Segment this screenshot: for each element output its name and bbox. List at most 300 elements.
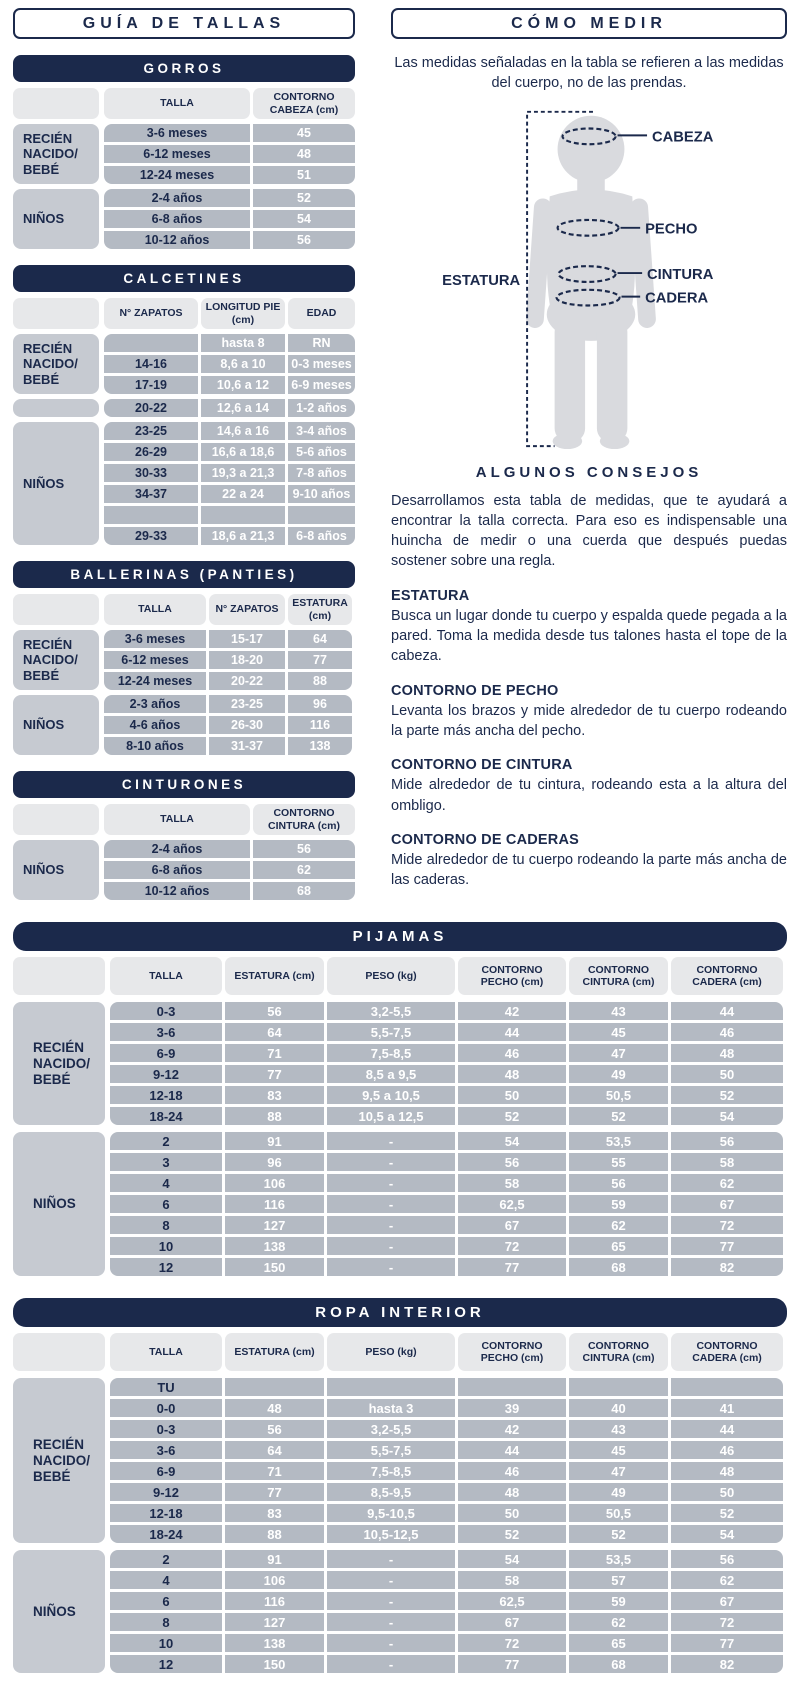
- row-group-data: [110, 1550, 783, 1673]
- table-cell: 44: [671, 1002, 783, 1020]
- table-cell: 15-17: [209, 630, 285, 648]
- table-cell: [104, 506, 198, 524]
- table-cell: 6-8 años: [288, 527, 355, 545]
- table-cell: 88: [288, 672, 352, 690]
- top-area: [13, 8, 787, 900]
- table-cell: 50: [458, 1504, 566, 1522]
- table-cell: 26-30: [209, 716, 285, 734]
- table-cell: 12,6 a 14: [201, 399, 285, 417]
- table-cell: 30-33: [104, 464, 198, 482]
- table-cell: 2: [110, 1132, 222, 1150]
- table-cell: 0-3 meses: [288, 355, 355, 373]
- table-cell: hasta 3: [327, 1399, 455, 1417]
- table-cell: 77: [288, 651, 352, 669]
- table-cell: 62: [671, 1571, 783, 1589]
- table-cell: 7-8 años: [288, 464, 355, 482]
- table-cell: 20-22: [104, 399, 198, 417]
- tables-column: [13, 8, 355, 900]
- table-cell: 31-37: [209, 737, 285, 755]
- table-cell: hasta 8: [201, 334, 285, 352]
- column-header: CONTORNO PECHO (cm): [458, 1333, 566, 1371]
- calcetines-column-headers: [13, 298, 355, 329]
- column-header: CONTORNO CADERA (cm): [671, 1333, 783, 1371]
- table-cell: 49: [569, 1065, 668, 1083]
- table-pijamas: [13, 922, 787, 1276]
- table-cell: 12-18: [110, 1086, 222, 1104]
- table-cell: 20-22: [209, 672, 285, 690]
- table-cell: 150: [225, 1655, 324, 1673]
- table-cell: 77: [671, 1237, 783, 1255]
- table-cell: 23-25: [104, 422, 198, 440]
- estatura-label: ESTATURA: [442, 272, 521, 289]
- pijamas-section-header: PIJAMAS: [13, 922, 787, 951]
- pijamas-column-headers: [13, 957, 787, 995]
- table-cell: 88: [225, 1107, 324, 1125]
- table-cell: 50,5: [569, 1504, 668, 1522]
- table-cell: 14,6 a 16: [201, 422, 285, 440]
- table-cell: 46: [458, 1462, 566, 1480]
- table-cell: 10,5 a 12,5: [327, 1107, 455, 1125]
- table-cell: -: [327, 1655, 455, 1673]
- table-cell: 9,5-10,5: [327, 1504, 455, 1522]
- table-cell: 12-18: [110, 1504, 222, 1522]
- table-cell: 65: [569, 1634, 668, 1652]
- table-cell: 138: [225, 1237, 324, 1255]
- table-cell: 46: [671, 1023, 783, 1041]
- table-cell: -: [327, 1258, 455, 1276]
- table-cinturones: [13, 771, 355, 900]
- table-cell: 54: [458, 1132, 566, 1150]
- table-cell: 2-4 años: [104, 189, 250, 207]
- row-group: [13, 124, 355, 184]
- table-cell: 41: [671, 1399, 783, 1417]
- table-cell: -: [327, 1174, 455, 1192]
- table-cell: -: [327, 1195, 455, 1213]
- row-group-header-spacer: [13, 88, 99, 119]
- table-cell: 12-24 meses: [104, 166, 250, 184]
- column-header: ESTATURA (cm): [225, 1333, 324, 1371]
- table-cell: 52: [671, 1504, 783, 1522]
- table-cell: 44: [671, 1420, 783, 1438]
- table-cell: 56: [569, 1174, 668, 1192]
- size-guide-title: GUÍA DE TALLAS: [13, 8, 355, 39]
- row-group-label: NIÑOS: [13, 1132, 105, 1276]
- table-cell: 6-12 meses: [104, 145, 250, 163]
- cadera-label: CADERA: [645, 290, 709, 307]
- table-cell: 8,6 a 10: [201, 355, 285, 373]
- cabeza-label: CABEZA: [651, 128, 714, 145]
- table-cell: 12-24 meses: [104, 672, 206, 690]
- row-group-data: [110, 1002, 783, 1125]
- column-header: CONTORNO CINTURA (cm): [253, 804, 355, 835]
- table-cell: -: [327, 1571, 455, 1589]
- table-cell: 48: [225, 1399, 324, 1417]
- table-cell: 62: [569, 1216, 668, 1234]
- row-group-label: RECIÉN NACIDO/ BEBÉ: [13, 1002, 105, 1125]
- table-cell: 127: [225, 1216, 324, 1234]
- gorros-section-header: GORROS: [13, 55, 355, 82]
- column-header: CONTORNO CINTURA (cm): [569, 957, 668, 995]
- table-cell: 6: [110, 1592, 222, 1610]
- contorno-caderas-text: Mide alrededor de tu cuerpo rodeando la parte más ancha de las caderas.: [391, 851, 787, 889]
- table-cell: 14-16: [104, 355, 198, 373]
- table-cell: 116: [225, 1592, 324, 1610]
- table-cell: 53,5: [569, 1550, 668, 1568]
- table-cell: 52: [569, 1525, 668, 1543]
- column-header: CONTORNO CINTURA (cm): [569, 1333, 668, 1371]
- table-cell: 59: [569, 1592, 668, 1610]
- row-group-label: RECIÉN NACIDO/ BEBÉ: [13, 334, 99, 394]
- table-cell: [225, 1378, 324, 1396]
- table-cell: 4-6 años: [104, 716, 206, 734]
- table-cell: 77: [225, 1065, 324, 1083]
- table-cell: 10: [110, 1634, 222, 1652]
- table-cell: 58: [458, 1571, 566, 1589]
- table-ballerinas: [13, 561, 355, 755]
- table-cell: 116: [288, 716, 352, 734]
- table-cell: [327, 1378, 455, 1396]
- table-cell: 52: [458, 1525, 566, 1543]
- how-to-measure-column: [391, 8, 787, 900]
- table-cell: 59: [569, 1195, 668, 1213]
- table-cell: 49: [569, 1483, 668, 1501]
- row-group-data: [104, 422, 355, 545]
- table-cell: [458, 1378, 566, 1396]
- row-group-header-spacer: [13, 804, 99, 835]
- table-cell: 91: [225, 1132, 324, 1150]
- row-group: [13, 189, 355, 249]
- table-cell: 42: [458, 1420, 566, 1438]
- column-header-row: [110, 957, 783, 995]
- column-header: TALLA: [110, 1333, 222, 1371]
- table-cell: -: [327, 1237, 455, 1255]
- table-cell: [569, 1378, 668, 1396]
- table-cell: 8: [110, 1613, 222, 1631]
- row-group: [13, 399, 355, 417]
- contorno-cintura-text: Mide alrededor de tu cintura, rodeando esta a la altura del ombligo.: [391, 777, 787, 814]
- table-cell: 150: [225, 1258, 324, 1276]
- row-group: [13, 630, 355, 690]
- table-cell: 3-6 meses: [104, 630, 206, 648]
- table-cell: [288, 506, 355, 524]
- table-cell: 58: [458, 1174, 566, 1192]
- table-cell: 58: [671, 1153, 783, 1171]
- row-group-header-spacer: [13, 594, 99, 625]
- tips-text: Desarrollamos esta tabla de medidas, que te ayudará a encontrar la talla correcta. Para eso es indispensable una huincha de medir o una cuerda que después puedas sostener sobre una regla.: [391, 492, 787, 570]
- row-group-label: NIÑOS: [13, 189, 99, 249]
- table-cell: -: [327, 1216, 455, 1234]
- table-cell: 71: [225, 1462, 324, 1480]
- table-cell: 44: [458, 1441, 566, 1459]
- table-cell: 45: [569, 1441, 668, 1459]
- table-cell: 82: [671, 1258, 783, 1276]
- estatura-text: Busca un lugar donde tu cuerpo y espalda quede pegada a la pared. Toma la medida desde tus talones hasta el tope de la cabeza.: [391, 607, 787, 665]
- measure-intro-text: Las medidas señaladas en la tabla se refieren a las medidas del cuerpo, no de las prendas.: [394, 55, 784, 92]
- column-header: TALLA: [104, 804, 250, 835]
- table-cell: 45: [253, 124, 355, 142]
- table-cell: 5,5-7,5: [327, 1441, 455, 1459]
- table-cell: 46: [458, 1044, 566, 1062]
- table-cell: 96: [225, 1153, 324, 1171]
- table-cell: 18-24: [110, 1107, 222, 1125]
- gorros-column-headers: [13, 88, 355, 119]
- row-group-data: [104, 334, 355, 394]
- contorno-pecho-text: Levanta los brazos y mide alrededor de tu cuerpo rodeando la parte más ancha del pecho.: [391, 702, 787, 739]
- table-cell: 2: [110, 1550, 222, 1568]
- table-cell: 138: [288, 737, 352, 755]
- table-cell: 54: [458, 1550, 566, 1568]
- table-cell: 48: [253, 145, 355, 163]
- row-group-data: [104, 124, 355, 184]
- column-header-row: [110, 1333, 783, 1371]
- table-cell: 67: [671, 1195, 783, 1213]
- row-group: [13, 1132, 787, 1276]
- row-group-label: NIÑOS: [13, 422, 99, 545]
- row-group: [13, 695, 355, 755]
- table-cell: 67: [458, 1613, 566, 1631]
- row-group-label: NIÑOS: [13, 695, 99, 755]
- table-cell: 88: [225, 1525, 324, 1543]
- row-group: [13, 334, 355, 394]
- table-cell: 116: [225, 1195, 324, 1213]
- row-group-data: [104, 189, 355, 249]
- table-cell: 48: [458, 1065, 566, 1083]
- table-cell: 7,5-8,5: [327, 1462, 455, 1480]
- pecho-label: PECHO: [645, 221, 698, 238]
- table-cell: 67: [458, 1216, 566, 1234]
- table-cell: 57: [569, 1571, 668, 1589]
- table-cell: 18-20: [209, 651, 285, 669]
- table-cell: 48: [671, 1044, 783, 1062]
- table-cell: 4: [110, 1174, 222, 1192]
- cinturones-column-headers: [13, 804, 355, 835]
- row-group-label: [13, 399, 99, 417]
- table-cell: 77: [458, 1655, 566, 1673]
- table-cell: 54: [671, 1107, 783, 1125]
- table-cell: 8: [110, 1216, 222, 1234]
- table-cell: -: [327, 1634, 455, 1652]
- table-cell: 72: [671, 1613, 783, 1631]
- row-group: [13, 422, 355, 545]
- table-cell: 2-3 años: [104, 695, 206, 713]
- table-cell: 77: [671, 1634, 783, 1652]
- table-cell: 16,6 a 18,6: [201, 443, 285, 461]
- table-cell: 72: [458, 1237, 566, 1255]
- table-cell: TU: [110, 1378, 222, 1396]
- column-header: EDAD: [288, 298, 355, 329]
- table-cell: 6-9: [110, 1462, 222, 1480]
- table-cell: 45: [569, 1023, 668, 1041]
- table-cell: 9,5 a 10,5: [327, 1086, 455, 1104]
- column-header: ESTATURA (cm): [288, 594, 352, 625]
- table-cell: 82: [671, 1655, 783, 1673]
- table-cell: 46: [671, 1441, 783, 1459]
- table-cell: 5,5-7,5: [327, 1023, 455, 1041]
- table-gorros: [13, 55, 355, 249]
- cinturones-section-header: CINTURONES: [13, 771, 355, 798]
- table-cell: 44: [458, 1023, 566, 1041]
- table-cell: 9-12: [110, 1483, 222, 1501]
- row-group-header-spacer: [13, 957, 105, 995]
- table-cell: 1-2 años: [288, 399, 355, 417]
- row-group-data: [110, 1378, 783, 1543]
- table-cell: 55: [569, 1153, 668, 1171]
- column-header-row: [104, 88, 355, 119]
- table-cell: 52: [569, 1107, 668, 1125]
- table-cell: 39: [458, 1399, 566, 1417]
- table-cell: 72: [458, 1634, 566, 1652]
- column-header: LONGITUD PIE (cm): [201, 298, 285, 329]
- table-cell: 47: [569, 1044, 668, 1062]
- column-header: CONTORNO CABEZA (cm): [253, 88, 355, 119]
- table-cell: 138: [225, 1634, 324, 1652]
- row-group-label: RECIÉN NACIDO/ BEBÉ: [13, 630, 99, 690]
- row-group: [13, 1378, 787, 1543]
- table-cell: 56: [253, 840, 355, 858]
- table-cell: 12: [110, 1655, 222, 1673]
- table-cell: 40: [569, 1399, 668, 1417]
- table-cell: -: [327, 1592, 455, 1610]
- table-cell: 64: [225, 1441, 324, 1459]
- table-cell: 8,5 a 9,5: [327, 1065, 455, 1083]
- row-group: [13, 1550, 787, 1673]
- table-cell: 29-33: [104, 527, 198, 545]
- table-cell: 68: [569, 1258, 668, 1276]
- table-cell: 2-4 años: [104, 840, 250, 858]
- table-cell: 50: [458, 1086, 566, 1104]
- table-cell: 42: [458, 1002, 566, 1020]
- table-ropa-interior: [13, 1298, 787, 1673]
- tips-title: ALGUNOS CONSEJOS: [475, 463, 703, 481]
- table-cell: 3-6 meses: [104, 124, 250, 142]
- table-cell: 8,5-9,5: [327, 1483, 455, 1501]
- table-calcetines: [13, 265, 355, 545]
- table-cell: 77: [458, 1258, 566, 1276]
- table-cell: 56: [225, 1420, 324, 1438]
- table-cell: -: [327, 1613, 455, 1631]
- table-cell: 3,2-5,5: [327, 1002, 455, 1020]
- row-group-label: NIÑOS: [13, 1550, 105, 1673]
- table-cell: 6-9: [110, 1044, 222, 1062]
- table-cell: 56: [225, 1002, 324, 1020]
- table-cell: 6-8 años: [104, 861, 250, 879]
- column-header: TALLA: [104, 594, 206, 625]
- table-cell: 3-6: [110, 1441, 222, 1459]
- table-cell: 71: [225, 1044, 324, 1062]
- table-cell: 56: [253, 231, 355, 249]
- column-header: TALLA: [104, 88, 250, 119]
- row-group-label: RECIÉN NACIDO/ BEBÉ: [13, 124, 99, 184]
- row-group-header-spacer: [13, 1333, 105, 1371]
- table-cell: 51: [253, 166, 355, 184]
- table-cell: 6-12 meses: [104, 651, 206, 669]
- table-cell: 23-25: [209, 695, 285, 713]
- contorno-cintura-heading: CONTORNO DE CINTURA: [391, 757, 573, 774]
- table-cell: 56: [671, 1132, 783, 1150]
- table-cell: 10-12 años: [104, 882, 250, 900]
- table-cell: 48: [458, 1483, 566, 1501]
- table-cell: 54: [671, 1525, 783, 1543]
- table-cell: 9-10 años: [288, 485, 355, 503]
- column-header: N° ZAPATOS: [209, 594, 285, 625]
- row-group-label: RECIÉN NACIDO/ BEBÉ: [13, 1378, 105, 1543]
- column-header-row: [104, 804, 355, 835]
- table-cell: 3: [110, 1153, 222, 1171]
- table-cell: 0-3: [110, 1420, 222, 1438]
- table-cell: 52: [671, 1086, 783, 1104]
- column-header: ESTATURA (cm): [225, 957, 324, 995]
- body-measurement-diagram: [391, 100, 791, 452]
- table-cell: 0-0: [110, 1399, 222, 1417]
- table-cell: RN: [288, 334, 355, 352]
- table-cell: 68: [569, 1655, 668, 1673]
- column-header-row: [104, 298, 355, 329]
- table-cell: -: [327, 1550, 455, 1568]
- table-cell: 48: [671, 1462, 783, 1480]
- row-group-header-spacer: [13, 298, 99, 329]
- ballerinas-section-header: BALLERINAS (PANTIES): [13, 561, 355, 588]
- column-header: CONTORNO PECHO (cm): [458, 957, 566, 995]
- table-cell: 56: [458, 1153, 566, 1171]
- table-cell: 62: [671, 1174, 783, 1192]
- table-cell: 3,2-5,5: [327, 1420, 455, 1438]
- calcetines-section-header: CALCETINES: [13, 265, 355, 292]
- table-cell: 83: [225, 1504, 324, 1522]
- table-cell: 43: [569, 1420, 668, 1438]
- row-group: [13, 1002, 787, 1125]
- table-cell: 106: [225, 1174, 324, 1192]
- table-cell: 67: [671, 1592, 783, 1610]
- table-cell: 22 a 24: [201, 485, 285, 503]
- table-cell: 6: [110, 1195, 222, 1213]
- table-cell: 47: [569, 1462, 668, 1480]
- table-cell: 12: [110, 1258, 222, 1276]
- ropa_interior-section-header: ROPA INTERIOR: [13, 1298, 787, 1327]
- table-cell: 96: [288, 695, 352, 713]
- table-cell: 50: [671, 1483, 783, 1501]
- table-cell: 52: [253, 189, 355, 207]
- table-cell: 17-19: [104, 376, 198, 394]
- table-cell: 53,5: [569, 1132, 668, 1150]
- table-cell: 7,5-8,5: [327, 1044, 455, 1062]
- table-cell: 68: [253, 882, 355, 900]
- table-cell: 64: [288, 630, 352, 648]
- table-cell: 3-6: [110, 1023, 222, 1041]
- table-cell: 64: [225, 1023, 324, 1041]
- table-cell: 4: [110, 1571, 222, 1589]
- table-cell: 62: [253, 861, 355, 879]
- table-cell: 50,5: [569, 1086, 668, 1104]
- table-cell: 77: [225, 1483, 324, 1501]
- table-cell: 62,5: [458, 1592, 566, 1610]
- table-cell: 54: [253, 210, 355, 228]
- table-cell: 10-12 años: [104, 231, 250, 249]
- table-cell: 8-10 años: [104, 737, 206, 755]
- table-cell: 9-12: [110, 1065, 222, 1083]
- table-cell: 10,6 a 12: [201, 376, 285, 394]
- table-cell: 62,5: [458, 1195, 566, 1213]
- contorno-pecho-heading: CONTORNO DE PECHO: [391, 682, 559, 699]
- table-cell: 106: [225, 1571, 324, 1589]
- table-cell: 0-3: [110, 1002, 222, 1020]
- table-cell: 26-29: [104, 443, 198, 461]
- table-cell: 56: [671, 1550, 783, 1568]
- table-cell: 10: [110, 1237, 222, 1255]
- table-cell: [671, 1378, 783, 1396]
- table-cell: 83: [225, 1086, 324, 1104]
- column-header: PESO (kg): [327, 957, 455, 995]
- cintura-label: CINTURA: [647, 266, 714, 283]
